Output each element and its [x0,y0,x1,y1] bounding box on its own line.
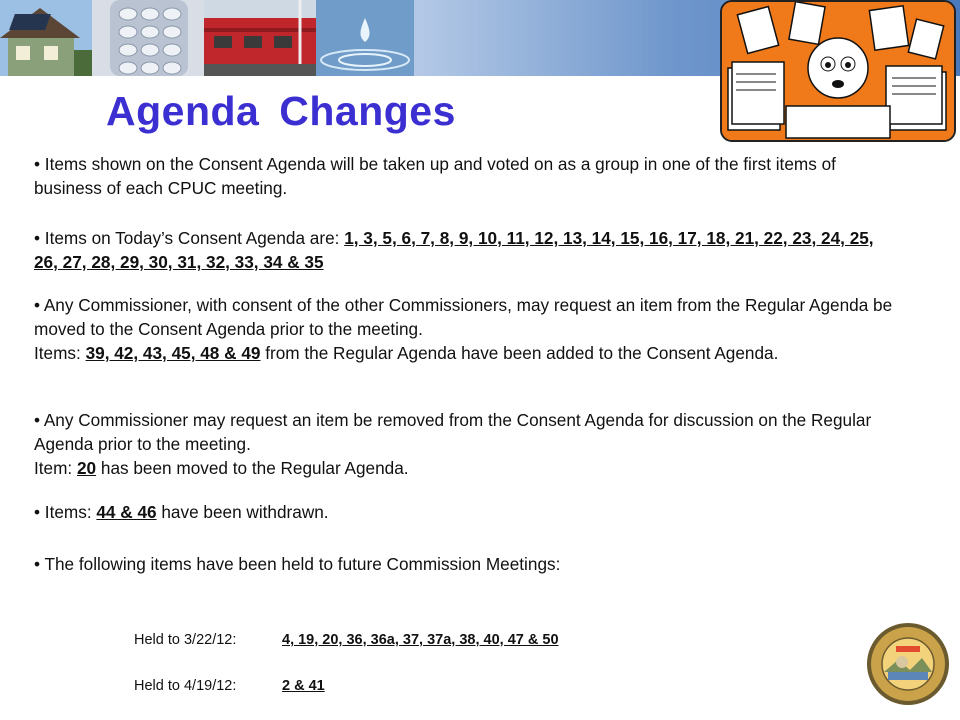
held-item-list: 4, 19, 20, 36, 36a, 37, 37a, 38, 40, 47 & 50 [282,632,559,648]
held-row [134,678,325,694]
bullet-text: • Items: [34,502,97,522]
bullet-suffix: have been withdrawn. [156,502,329,522]
water-drop-photo [316,0,414,76]
withdrawn-item-list: 44 & 46 [96,502,157,522]
bullet-text: • The following items have been held to future Commission Meetings: [34,554,561,574]
held-item-list: 2 & 41 [282,678,325,694]
item-label: Item: [34,458,77,478]
moved-item: 20 [76,458,97,478]
bullet-removed-from-consent [34,408,894,480]
bullet-text: • Any Commissioner, with consent of the other Commissioners, may request an item from the Regular Agenda be moved to the Consent Agenda prior to the meeting. [34,295,893,339]
bullet-consent-items [34,226,894,274]
train-photo [204,0,316,76]
consent-item-list: 1, 3, 5, 6, 7, 8, 9, 10, 11, 12, 13, 14, 15, 16, 17, 18, 21, 22, 23, 24, 25, 26, 27, 28, 29, 30, 31, 32, 33, 34 & 35 [34,228,874,272]
bullet-withdrawn [34,500,894,524]
bullet-added-to-consent [34,293,894,365]
bullet-held-items [34,552,894,576]
held-row [134,632,559,648]
items-label: Items: [34,343,86,363]
page-title: Agenda Changes [106,88,456,134]
held-date-label: Held to 3/22/12: [134,632,237,648]
bullet-text: • Items on Today’s Consent Agenda are: [34,228,345,248]
held-date-label: Held to 4/19/12: [134,678,237,694]
bullet-text: • Items shown on the Consent Agenda will be taken up and voted on as a group in one of the first items of business of each CPUC meeting. [34,154,836,198]
item-suffix: has been moved to the Regular Agenda. [96,458,409,478]
bullet-consent-agenda-info [34,152,894,200]
bullet-text: • Any Commissioner may request an item be removed from the Consent Agenda for discussion on the Regular Agenda prior to the meeting. [34,410,872,454]
house-photo [0,0,92,76]
paperwork-cartoon [720,0,956,142]
cpuc-seal [866,622,950,706]
added-item-list: 39, 42, 43, 45, 48 & 49 [85,343,261,363]
phone-keypad-photo [92,0,204,76]
items-suffix: from the Regular Agenda have been added to the Consent Agenda. [260,343,779,363]
